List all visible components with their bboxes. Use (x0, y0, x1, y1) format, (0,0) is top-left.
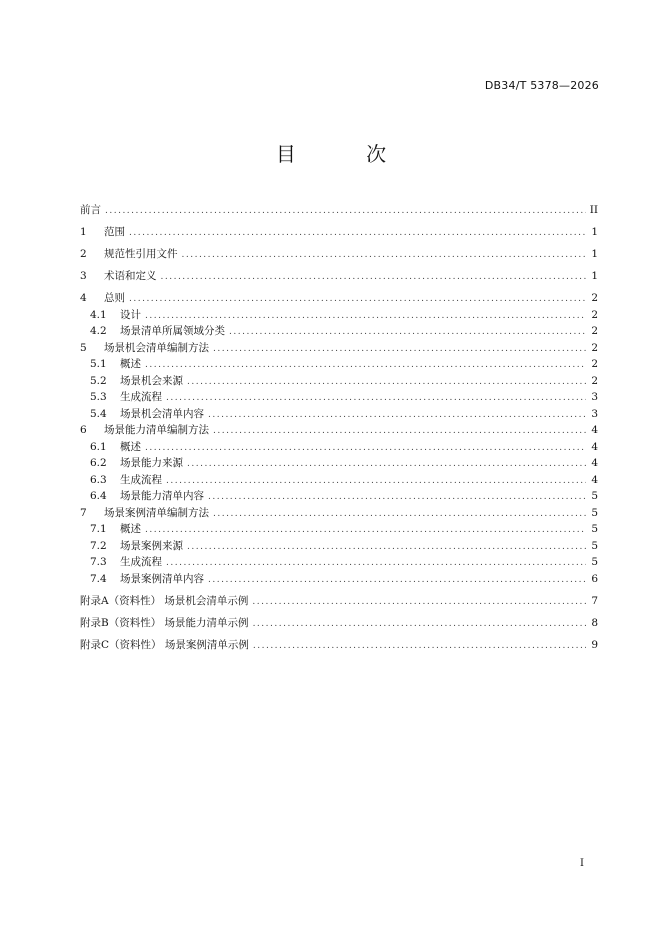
toc-entry-page: 5 (591, 556, 598, 568)
toc-leader-dots (145, 308, 586, 324)
toc-entry[interactable] (80, 224, 598, 241)
toc-leader-dots (187, 539, 586, 555)
toc-entry-page: 3 (591, 391, 598, 403)
toc-entry-number: 5.2 (90, 374, 107, 387)
toc-entry-number: 4 (80, 292, 87, 304)
toc-entry-label: 附录B（资料性） 场景能力清单示例 (80, 616, 249, 629)
toc-entry-page: 2 (591, 325, 598, 337)
toc-leader-dots (187, 456, 586, 472)
toc-entry-number: 7.4 (90, 572, 107, 585)
toc-entry-page: 2 (591, 358, 598, 370)
toc-entry-number: 4.1 (90, 308, 107, 321)
toc-entry-label: 场景能力清单编制方法 (104, 424, 209, 436)
toc-entry-number: 4.2 (90, 325, 107, 337)
toc-entry-label: 生成流程 (120, 556, 162, 568)
toc-entry-number: 1 (80, 226, 87, 238)
toc-entry-number: 6.1 (90, 440, 107, 453)
toc-entry-page: 5 (591, 539, 598, 552)
toc-leader-dots (213, 341, 586, 357)
toc-entry-page: 3 (591, 407, 598, 420)
toc-entry[interactable] (80, 593, 598, 610)
toc-entry[interactable] (80, 340, 598, 357)
toc-leader-dots (229, 324, 586, 340)
toc-entry[interactable] (80, 373, 598, 390)
toc-entry-page: II (589, 204, 598, 216)
toc-entry-page: 9 (591, 638, 598, 651)
toc-entry-number: 5.4 (90, 407, 107, 420)
toc-entry[interactable] (80, 268, 598, 285)
toc-entry-number: 7.1 (90, 523, 107, 535)
toc-leader-dots (187, 374, 586, 390)
toc-leader-dots (252, 594, 586, 610)
toc-leader-dots (145, 357, 586, 373)
toc-entry-page: 2 (591, 292, 598, 304)
toc-entry[interactable] (80, 521, 598, 538)
toc-leader-dots (145, 440, 586, 456)
toc-entry-label: 附录C（资料性） 场景案例清单示例 (80, 638, 249, 651)
toc-entry-number: 2 (80, 248, 87, 260)
toc-entry[interactable] (80, 455, 598, 472)
toc-entry[interactable] (80, 356, 598, 373)
toc-entry-page: 5 (591, 490, 598, 502)
toc-entry-page: 2 (591, 374, 598, 387)
toc-entry-label: 设计 (120, 308, 141, 321)
toc-leader-dots (145, 522, 586, 538)
toc-leader-dots (253, 638, 586, 654)
toc-leader-dots (166, 390, 586, 406)
toc-entry-label: 总则 (104, 292, 125, 304)
toc-entry[interactable] (80, 637, 598, 654)
toc-leader-dots (105, 203, 586, 219)
toc-entry[interactable] (80, 554, 598, 571)
toc-entry-label: 场景机会清单内容 (120, 407, 204, 420)
toc-entry-number: 6 (80, 424, 87, 436)
toc-entry-label: 范围 (104, 226, 125, 238)
toc-entry-number: 5 (80, 341, 87, 354)
toc-entry-page: 5 (591, 506, 598, 519)
toc-leader-dots (253, 616, 586, 632)
toc-entry-label: 场景案例清单编制方法 (104, 506, 209, 519)
toc-entry[interactable] (80, 472, 598, 489)
toc-entry-page: 6 (591, 572, 598, 585)
toc-entry-label: 场景清单所属领域分类 (120, 325, 225, 337)
toc-entry-label: 场景能力清单内容 (120, 490, 204, 502)
toc-leader-dots (166, 555, 586, 571)
toc-entry[interactable] (80, 505, 598, 522)
toc-leader-dots (208, 489, 586, 505)
toc-entry-number: 5.3 (90, 391, 107, 403)
toc-entry-number: 5.1 (90, 358, 107, 370)
toc-entry-page: 4 (591, 440, 598, 453)
toc-entry-label: 场景能力来源 (120, 457, 183, 469)
toc-entry-number: 7 (80, 506, 87, 519)
toc-leader-dots (166, 473, 586, 489)
toc-leader-dots (213, 506, 586, 522)
page-title: 目 次 (275, 142, 419, 166)
toc-leader-dots (161, 269, 587, 285)
toc-entry[interactable] (80, 246, 598, 263)
toc-entry[interactable] (80, 571, 598, 588)
toc-entry-label: 场景案例清单内容 (120, 572, 204, 585)
toc-entry[interactable] (80, 422, 598, 439)
toc-entry[interactable] (80, 389, 598, 406)
toc-entry-label: 前言 (80, 204, 101, 216)
toc-entry-label: 场景机会来源 (120, 374, 183, 387)
toc-leader-dots (182, 247, 587, 263)
toc-entry-page: 4 (591, 424, 598, 436)
toc-entry-page: 2 (591, 308, 598, 321)
toc-leader-dots (208, 572, 586, 588)
toc-entry-number: 7.3 (90, 556, 107, 568)
toc-entry[interactable] (80, 290, 598, 307)
toc-entry-label: 概述 (120, 440, 141, 453)
toc-entry-page: 4 (591, 473, 598, 486)
toc-entry-label: 概述 (120, 358, 141, 370)
toc-entry-number: 6.3 (90, 473, 107, 486)
toc-entry-page: 1 (591, 248, 598, 260)
toc-entry-label: 附录A（资料性） 场景机会清单示例 (80, 594, 249, 607)
toc-entry-label: 概述 (120, 523, 141, 535)
toc-entry-page: 2 (591, 341, 598, 354)
toc-entry-page: 7 (591, 594, 598, 607)
toc-entry-number: 3 (80, 270, 87, 282)
toc-leader-dots (208, 407, 586, 423)
toc-entry-page: 5 (591, 523, 598, 535)
toc-entry-page: 8 (591, 616, 598, 629)
toc-leader-dots (213, 423, 586, 439)
toc-entry-page: 1 (591, 226, 598, 238)
toc-entry-label: 场景机会清单编制方法 (104, 341, 209, 354)
toc-entry[interactable] (80, 538, 598, 555)
document-code: DB34/T 5378—2026 (484, 79, 599, 92)
table-of-contents (80, 202, 598, 653)
toc-entry[interactable] (80, 202, 598, 219)
toc-entry[interactable] (80, 615, 598, 632)
toc-entry-page: 4 (591, 457, 598, 469)
toc-entry[interactable] (80, 307, 598, 324)
toc-leader-dots (129, 291, 586, 307)
toc-entry-page: 1 (591, 270, 598, 282)
toc-entry[interactable] (80, 323, 598, 340)
toc-entry-number: 6.4 (90, 490, 107, 502)
toc-entry-label: 术语和定义 (104, 270, 157, 282)
toc-entry-label: 生成流程 (120, 473, 162, 486)
toc-entry[interactable] (80, 406, 598, 423)
toc-entry-label: 规范性引用文件 (104, 248, 178, 260)
toc-entry-number: 7.2 (90, 539, 107, 552)
toc-entry-label: 场景案例来源 (120, 539, 183, 552)
toc-entry[interactable] (80, 488, 598, 505)
page-number: I (580, 858, 584, 869)
toc-entry-label: 生成流程 (120, 391, 162, 403)
toc-entry-number: 6.2 (90, 457, 107, 469)
toc-entry[interactable] (80, 439, 598, 456)
toc-leader-dots (129, 225, 586, 241)
